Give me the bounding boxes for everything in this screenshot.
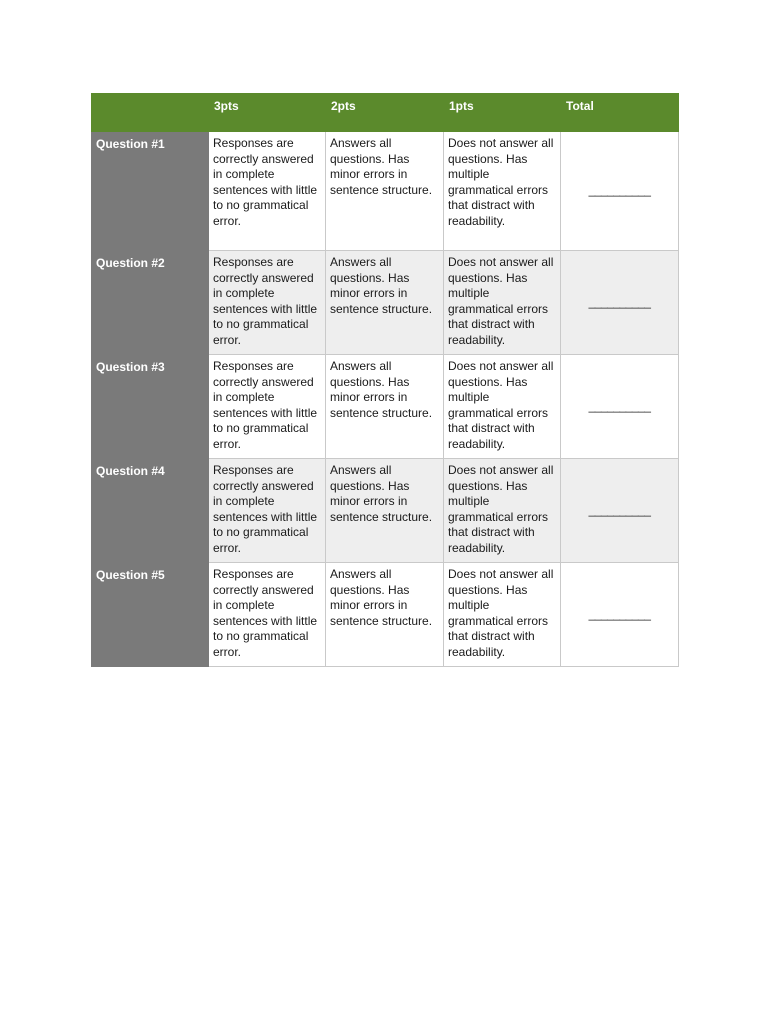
table-row	[92, 132, 679, 251]
cell-2pts-criteria: Answers all questions. Has minor errors in sentence structure.	[326, 459, 444, 563]
table-row	[92, 459, 679, 563]
row-label-question-5: Question #5	[92, 563, 209, 667]
header-3pts: 3pts	[209, 94, 326, 132]
header-blank	[92, 94, 209, 132]
grading-rubric-table	[91, 93, 679, 667]
cell-1pts-criteria: Does not answer all questions. Has multiple grammatical errors that distract with readability.	[444, 251, 561, 355]
cell-2pts-criteria: Answers all questions. Has minor errors in sentence structure.	[326, 251, 444, 355]
cell-1pts-criteria: Does not answer all questions. Has multiple grammatical errors that distract with readability.	[444, 563, 561, 667]
cell-2pts-criteria: Answers all questions. Has minor errors in sentence structure.	[326, 355, 444, 459]
cell-total-blank: __________	[561, 251, 679, 355]
header-1pts: 1pts	[444, 94, 561, 132]
cell-3pts-criteria: Responses are correctly answered in complete sentences with little to no grammatical error.	[209, 459, 326, 563]
row-label-question-1: Question #1	[92, 132, 209, 251]
cell-2pts-criteria: Answers all questions. Has minor errors in sentence structure.	[326, 563, 444, 667]
header-total: Total	[561, 94, 679, 132]
cell-3pts-criteria: Responses are correctly answered in complete sentences with little to no grammatical error.	[209, 251, 326, 355]
table-row	[92, 563, 679, 667]
cell-3pts-criteria: Responses are correctly answered in complete sentences with little to no grammatical error.	[209, 355, 326, 459]
cell-total-blank: __________	[561, 563, 679, 667]
cell-2pts-criteria: Answers all questions. Has minor errors in sentence structure.	[326, 132, 444, 251]
cell-total-blank: __________	[561, 132, 679, 251]
cell-total-blank: __________	[561, 355, 679, 459]
cell-1pts-criteria: Does not answer all questions. Has multiple grammatical errors that distract with readability.	[444, 355, 561, 459]
cell-1pts-criteria: Does not answer all questions. Has multiple grammatical errors that distract with readability.	[444, 132, 561, 251]
row-label-question-4: Question #4	[92, 459, 209, 563]
row-label-question-3: Question #3	[92, 355, 209, 459]
cell-total-blank: __________	[561, 459, 679, 563]
rubric-header-row	[92, 94, 679, 132]
cell-3pts-criteria: Responses are correctly answered in complete sentences with little to no grammatical error.	[209, 132, 326, 251]
table-row	[92, 251, 679, 355]
row-label-question-2: Question #2	[92, 251, 209, 355]
header-2pts: 2pts	[326, 94, 444, 132]
table-row	[92, 355, 679, 459]
cell-1pts-criteria: Does not answer all questions. Has multiple grammatical errors that distract with readability.	[444, 459, 561, 563]
cell-3pts-criteria: Responses are correctly answered in complete sentences with little to no grammatical error.	[209, 563, 326, 667]
